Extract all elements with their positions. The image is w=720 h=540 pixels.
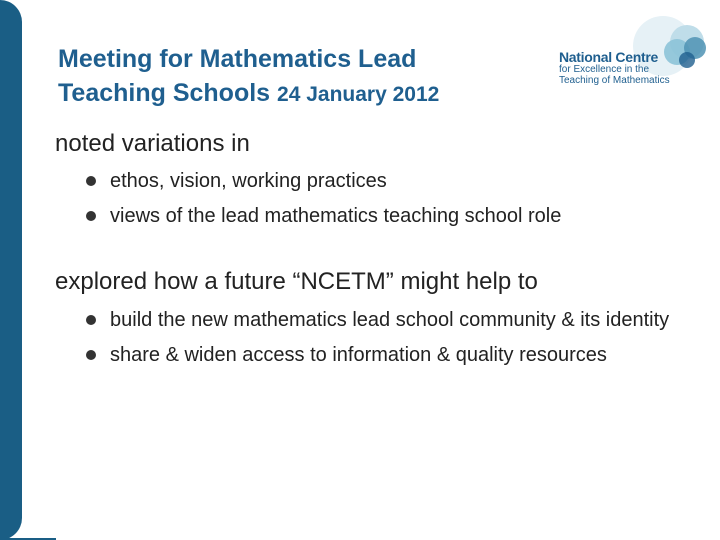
slide-title — [58, 42, 518, 112]
title-date: 24 January 2012 — [277, 83, 440, 106]
title-main: Meeting for Mathematics Lead Teaching Schools — [58, 45, 417, 107]
logo-line-3: Teaching of Mathematics — [559, 75, 670, 86]
list-item: share & widen access to information & quality resources — [86, 341, 690, 369]
section-heading-2: explored how a future “NCETM” might help to — [55, 268, 538, 295]
left-decorative-band — [0, 0, 22, 540]
bullet-list-1 — [86, 167, 690, 237]
section-heading-1: noted variations in — [55, 130, 250, 157]
list-item: build the new mathematics lead school community & its identity — [86, 306, 690, 334]
logo-text — [559, 50, 670, 86]
logo-line-2: for Excellence in the — [559, 64, 650, 75]
logo-line-1: National Centre — [559, 49, 658, 65]
ncetm-logo — [555, 14, 715, 104]
bullet-list-2 — [86, 306, 690, 376]
list-item: ethos, vision, working practices — [86, 167, 690, 195]
list-item: views of the lead mathematics teaching school role — [86, 202, 690, 230]
